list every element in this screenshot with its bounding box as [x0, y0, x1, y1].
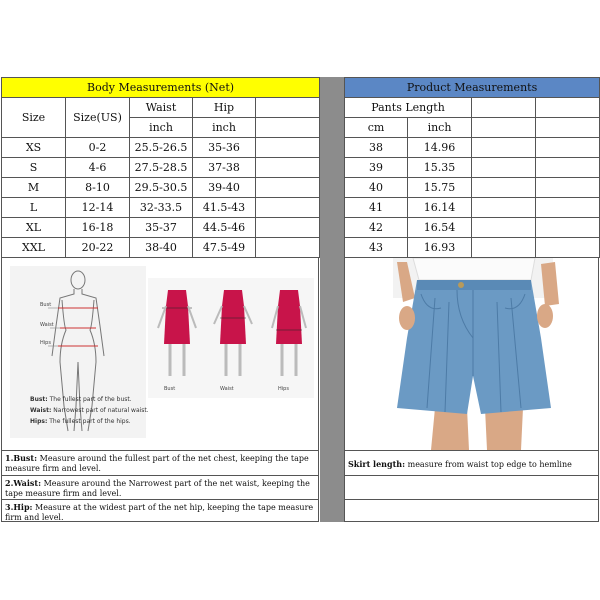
empty-cell [536, 198, 600, 218]
product-photo [344, 258, 599, 450]
hip-cell: 41.5-43 [193, 198, 256, 218]
note-empty-2 [344, 500, 599, 522]
empty-cell [256, 218, 320, 238]
inch-cell: 16.54 [408, 218, 472, 238]
empty-cell [472, 218, 536, 238]
col-pants-length-header: Pants Length [345, 98, 472, 118]
waist-cell: 35-37 [130, 218, 193, 238]
measurement-figures [1, 258, 319, 450]
bust-label: Bust [40, 302, 52, 308]
size-cell: XS [2, 138, 66, 158]
note-waist [1, 476, 319, 500]
size-us-cell: 8-10 [66, 178, 130, 198]
table-row [345, 218, 600, 238]
inch-cell: 14.96 [408, 138, 472, 158]
waist-cell: 38-40 [130, 238, 193, 258]
table-row [2, 238, 320, 258]
dress-figures-icon [148, 278, 314, 398]
cm-cell: 43 [345, 238, 408, 258]
table-row [345, 158, 600, 178]
size-us-cell: 12-14 [66, 198, 130, 218]
hips-label: Hips [40, 340, 51, 346]
size-us-cell: 16-18 [66, 218, 130, 238]
cm-cell: 40 [345, 178, 408, 198]
empty-cell [472, 138, 536, 158]
dress-figures-panel [148, 278, 314, 398]
empty-cell [256, 98, 320, 118]
empty-cell [536, 158, 600, 178]
table-row [2, 178, 320, 198]
note-hip-term: 3.Hip: [5, 502, 33, 512]
note-skirt-term: Skirt length: [348, 459, 406, 469]
dress-caption-waist: Waist [220, 386, 234, 392]
hip-cell: 44.5-46 [193, 218, 256, 238]
denim-shorts-icon [345, 258, 598, 450]
note-waist-term: 2.Waist: [5, 478, 42, 488]
inch-unit: inch [408, 118, 472, 138]
empty-cell [472, 238, 536, 258]
note-waist-text: Measure around the Narrowest part of the net waist, keeping the tape measure firm and level. [5, 479, 310, 498]
cm-cell: 38 [345, 138, 408, 158]
col-size-header: Size [2, 98, 66, 138]
size-cell: S [2, 158, 66, 178]
def-bust: Bust: The fullest part of the bust. [30, 396, 132, 403]
body-measurements-title: Body Measurements (Net) [2, 78, 320, 98]
hip-cell: 47.5-49 [193, 238, 256, 258]
table-row [2, 218, 320, 238]
inch-cell: 15.75 [408, 178, 472, 198]
hip-unit: inch [193, 118, 256, 138]
table-row [345, 198, 600, 218]
note-bust [1, 450, 319, 476]
inch-cell: 16.93 [408, 238, 472, 258]
def-waist: Waist: Narrowest part of natural waist. [30, 407, 149, 414]
note-empty-1 [344, 476, 599, 500]
empty-cell [472, 118, 536, 138]
size-us-cell: 4-6 [66, 158, 130, 178]
cm-unit: cm [345, 118, 408, 138]
waist-cell: 25.5-26.5 [130, 138, 193, 158]
empty-cell [472, 198, 536, 218]
cm-cell: 41 [345, 198, 408, 218]
size-cell: XL [2, 218, 66, 238]
hip-cell: 39-40 [193, 178, 256, 198]
size-us-cell: 20-22 [66, 238, 130, 258]
definitions [30, 394, 180, 427]
inch-cell: 15.35 [408, 158, 472, 178]
empty-cell [536, 138, 600, 158]
inch-cell: 16.14 [408, 198, 472, 218]
size-cell: M [2, 178, 66, 198]
waist-cell: 32-33.5 [130, 198, 193, 218]
size-us-cell: 0-2 [66, 138, 130, 158]
dress-caption-bust: Bust [164, 386, 176, 392]
empty-cell [256, 138, 320, 158]
empty-cell [536, 238, 600, 258]
cm-cell: 39 [345, 158, 408, 178]
empty-cell [256, 158, 320, 178]
note-skirt-length [344, 450, 599, 476]
empty-cell [536, 178, 600, 198]
note-hip-text: Measure at the widest part of the net hip, keeping the tape measure firm and level. [5, 503, 314, 522]
table-row [2, 198, 320, 218]
size-cell: XXL [2, 238, 66, 258]
empty-cell [536, 98, 600, 118]
note-skirt-text: measure from waist top edge to hemline [407, 460, 572, 469]
waist-unit: inch [130, 118, 193, 138]
waist-cell: 27.5-28.5 [130, 158, 193, 178]
hip-cell: 35-36 [193, 138, 256, 158]
product-measurements-table [344, 77, 600, 258]
col-size-us-header: Size(US) [66, 98, 130, 138]
col-waist-header: Waist [130, 98, 193, 118]
empty-cell [256, 198, 320, 218]
empty-cell [256, 238, 320, 258]
empty-cell [536, 218, 600, 238]
table-row [2, 138, 320, 158]
body-measurements-table [1, 77, 320, 258]
table-row [345, 238, 600, 258]
note-hip [1, 500, 319, 522]
table-row [345, 178, 600, 198]
product-measurements-title: Product Measurements [345, 78, 600, 98]
empty-cell [472, 98, 536, 118]
size-cell: L [2, 198, 66, 218]
empty-cell [472, 178, 536, 198]
col-hip-header: Hip [193, 98, 256, 118]
cm-cell: 42 [345, 218, 408, 238]
note-bust-text: Measure around the fullest part of the net chest, keeping the tape measure firm and level. [5, 454, 309, 473]
table-row [2, 158, 320, 178]
table-row [345, 138, 600, 158]
dress-caption-hips: Hips [278, 386, 289, 392]
empty-cell [256, 118, 320, 138]
separator-strip [320, 77, 344, 522]
waist-label: Waist [40, 322, 54, 328]
def-hips: Hips: The fullest part of the hips. [30, 418, 131, 425]
waist-cell: 29.5-30.5 [130, 178, 193, 198]
empty-cell [536, 118, 600, 138]
empty-cell [472, 158, 536, 178]
note-bust-term: 1.Bust: [5, 453, 38, 463]
empty-cell [256, 178, 320, 198]
hip-cell: 37-38 [193, 158, 256, 178]
